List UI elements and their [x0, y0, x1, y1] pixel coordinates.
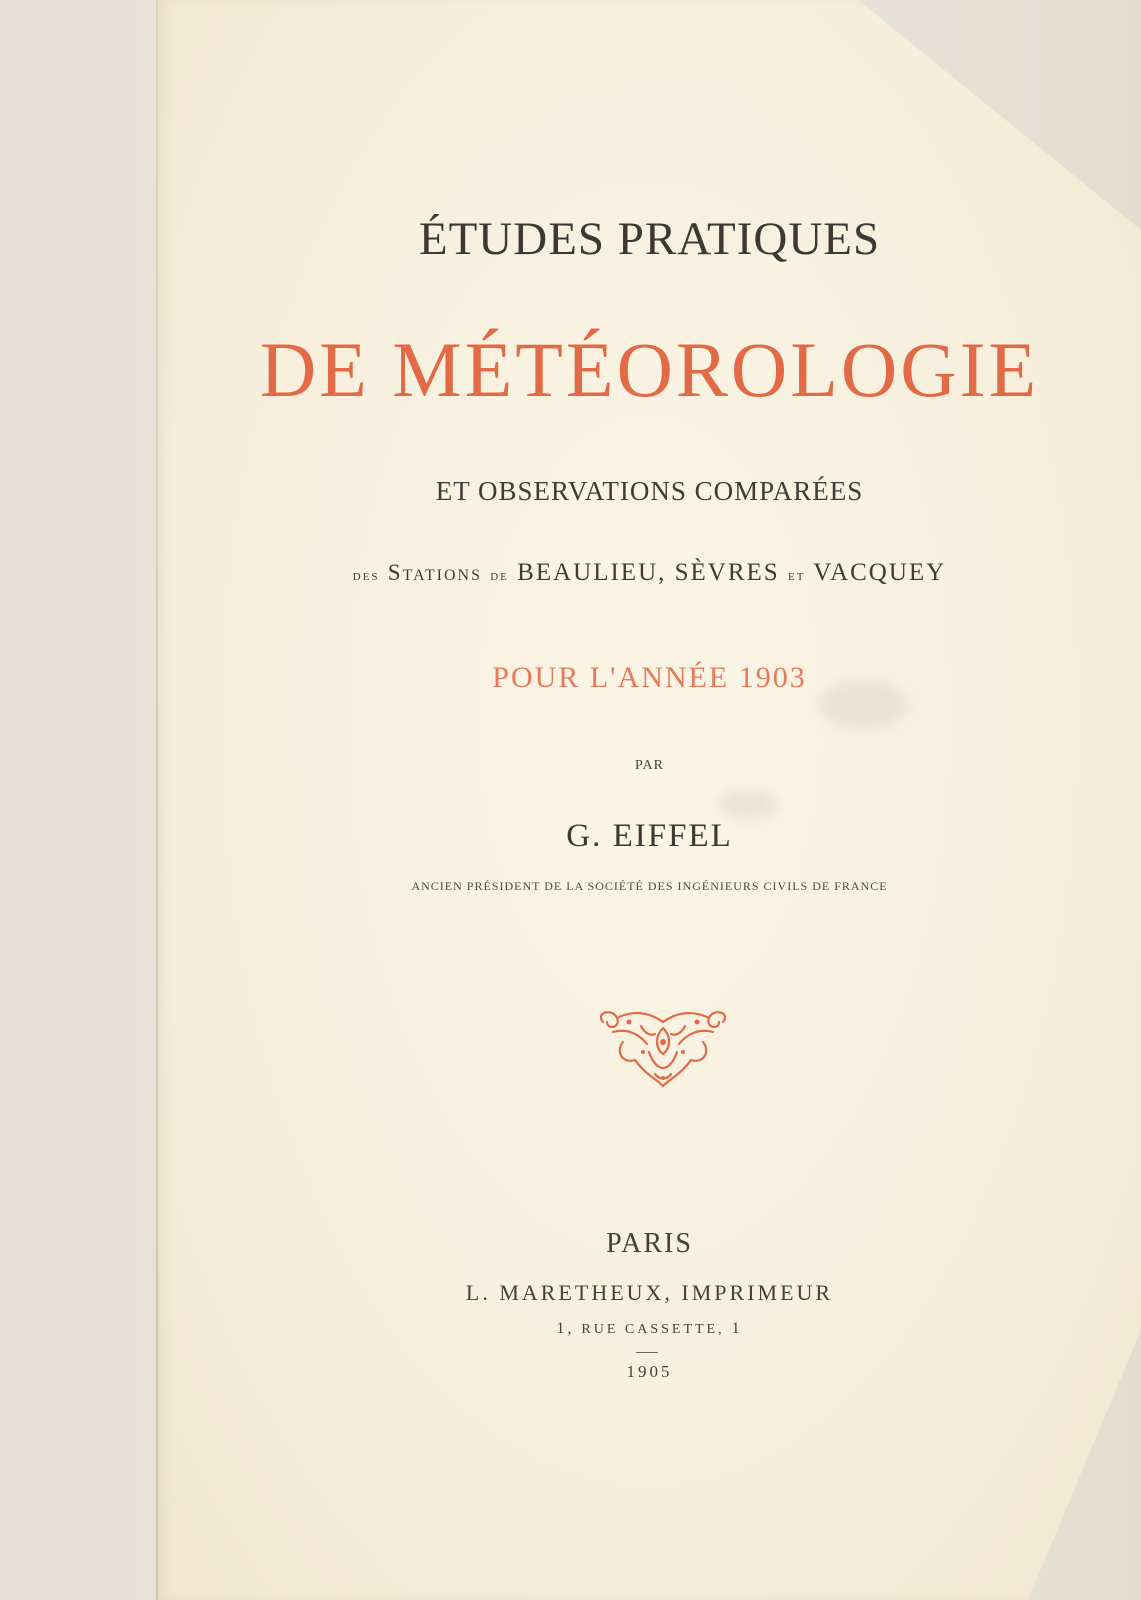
subtitle-line-1: ET OBSERVATIONS COMPARÉES [435, 476, 864, 506]
subtitle-des: des [352, 567, 380, 584]
imprint-city: PARIS [606, 1228, 693, 1259]
subtitle-et: et [787, 567, 806, 584]
divider-rule [636, 1352, 658, 1353]
subtitle-places-2: VACQUEY [813, 559, 947, 586]
author-name: G. EIFFEL [566, 818, 733, 854]
subtitle-line-2 [158, 559, 1141, 587]
publication-year: 1905 [626, 1362, 673, 1381]
author-title: ANCIEN PRÉSIDENT DE LA SOCIÉTÉ DES INGÉNIEURS CIVILS DE FRANCE [411, 879, 888, 893]
par-label: PAR [635, 758, 664, 773]
title-line-2: DE MÉTÉOROLOGIE [259, 326, 1040, 413]
subtitle-de: de [490, 567, 509, 584]
smudge-stain [718, 790, 778, 820]
printer-ornament-icon [593, 1008, 733, 1090]
address-street: RUE CASSETTE, [581, 1322, 725, 1337]
subtitle-places-1: BEAULIEU, SÈVRES [517, 559, 780, 586]
imprint-printer: L. MARETHEUX, IMPRIMEUR [465, 1280, 834, 1305]
address-number-1: 1, [556, 1320, 575, 1337]
imprint-address [158, 1320, 1141, 1338]
subtitle-stations: Stations [387, 560, 482, 585]
year-line: POUR L'ANNÉE 1903 [492, 661, 807, 694]
title-line-1: ÉTUDES PRATIQUES [418, 213, 881, 265]
address-number-2: 1 [731, 1320, 743, 1337]
